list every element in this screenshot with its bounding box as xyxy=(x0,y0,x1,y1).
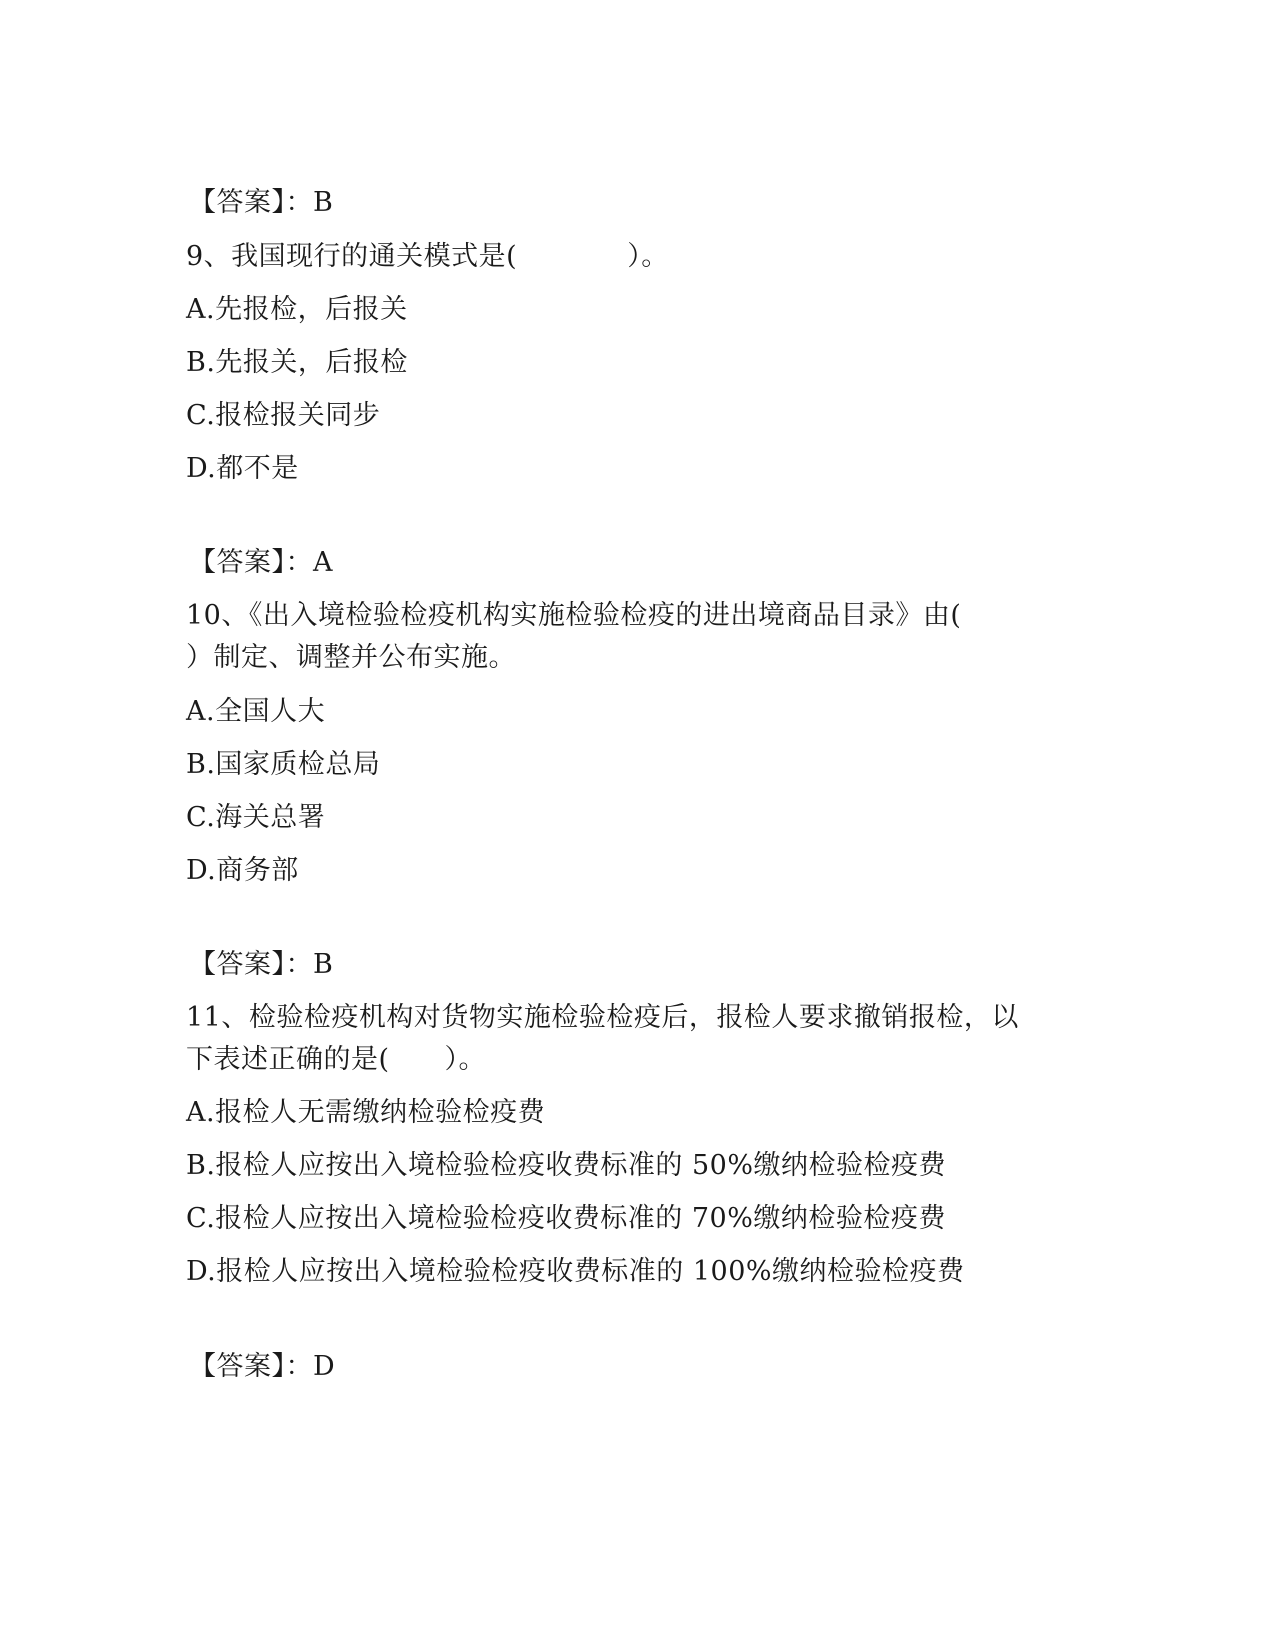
question-10-option-b: B.国家质检总局 xyxy=(186,749,381,780)
question-11-option-d: D.报检人应按出入境检验检疫收费标准的 100%缴纳检验检疫费 xyxy=(186,1256,965,1287)
answer-line: 【答案】：D xyxy=(189,1351,336,1382)
question-10-option-d: D.商务部 xyxy=(186,855,299,886)
question-10-stem-line-2: ）制定、调整并公布实施。 xyxy=(186,642,516,673)
question-11-option-a: A.报检人无需缴纳检验检疫费 xyxy=(186,1097,546,1128)
question-11-option-b: B.报检人应按出入境检验检疫收费标准的 50%缴纳检验检疫费 xyxy=(186,1150,947,1181)
answer-line: 【答案】：B xyxy=(189,187,334,218)
question-9-option-b: B.先报关，后报检 xyxy=(186,347,408,378)
answer-line: 【答案】：B xyxy=(189,949,334,980)
question-10-option-c: C.海关总署 xyxy=(186,802,326,833)
question-9-option-a: A.先报检，后报关 xyxy=(186,294,408,325)
answer-line: 【答案】：A xyxy=(189,547,333,578)
question-9-option-d: D.都不是 xyxy=(186,453,299,484)
question-10-stem-line-1: 10、《出入境检验检疫机构实施检验检疫的进出境商品目录》由( xyxy=(186,600,962,631)
question-9-option-c: C.报检报关同步 xyxy=(186,400,381,431)
question-9-stem: 9、我国现行的通关模式是( ）。 xyxy=(186,241,669,272)
question-11-stem-line-1: 11、检验检疫机构对货物实施检验检疫后，报检人要求撤销报检，以 xyxy=(186,1002,1019,1033)
question-11-option-c: C.报检人应按出入境检验检疫收费标准的 70%缴纳检验检疫费 xyxy=(186,1203,946,1234)
question-11-stem-line-2: 下表述正确的是( ）。 xyxy=(186,1044,487,1075)
question-10-option-a: A.全国人大 xyxy=(186,696,326,727)
